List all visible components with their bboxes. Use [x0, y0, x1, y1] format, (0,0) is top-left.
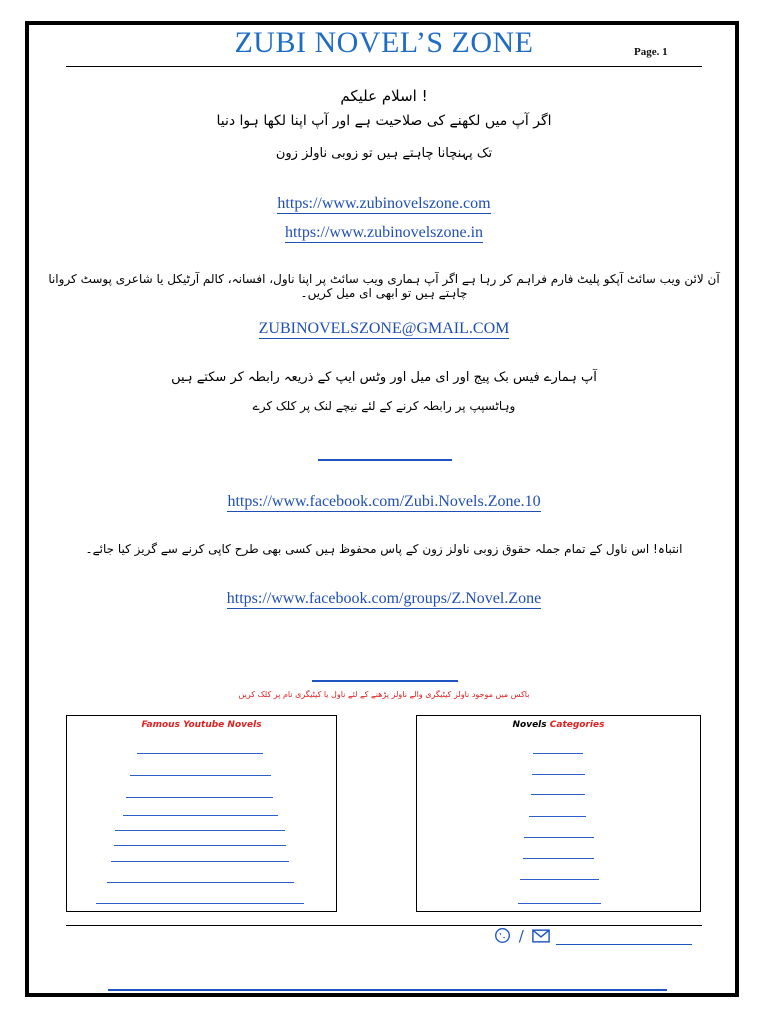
facebook-group-link[interactable]: https://www.facebook.com/groups/Z.Novel.Zone [226, 590, 542, 607]
novel-link-3[interactable] [126, 797, 273, 798]
footer-link-line[interactable] [556, 944, 692, 945]
novel-link-5[interactable] [115, 830, 285, 831]
novel-link-6[interactable] [114, 845, 286, 846]
category-link-6[interactable] [523, 858, 594, 859]
youtube-novels-box [66, 715, 337, 912]
novel-link-2[interactable] [130, 775, 271, 776]
footer-contacts [494, 927, 550, 945]
category-link-8[interactable] [518, 903, 601, 904]
category-link-7[interactable] [520, 879, 599, 880]
categories-note: باکس میں موجود ناولز کیٹیگری والے ناولز پڑھنے کے لئے ناول یا کیٹیگری نام پر کلک کریں [238, 690, 530, 699]
contact-line-2: وہاٹسپپ پر رابطہ کرنے کے لئے نیچے لنک پر کلک کرے [252, 399, 516, 413]
category-link-5[interactable] [524, 837, 594, 838]
email-icon[interactable] [532, 927, 550, 945]
categories-link-line[interactable] [312, 680, 458, 682]
category-link-2[interactable] [532, 774, 585, 775]
novel-link-4[interactable] [123, 815, 278, 816]
site-link-com[interactable]: https://www.zubinovelszone.com [277, 195, 491, 212]
category-link-4[interactable] [529, 816, 586, 817]
site-link-in[interactable]: https://www.zubinovelszone.in [284, 224, 484, 241]
youtube-novels-title: Famous Youtube Novels [141, 720, 262, 730]
footer-divider [66, 925, 702, 926]
header-divider [66, 66, 702, 67]
intro-line-2: تک پہنچانا چاہتے ہیں تو زوبی ناولز زون [275, 146, 493, 161]
category-link-3[interactable] [531, 794, 585, 795]
footer-separator: / [518, 927, 524, 945]
salutation: ! اسلام علیکم [340, 87, 428, 105]
novel-link-8[interactable] [107, 882, 294, 883]
novel-categories-title: Novels Categories [512, 720, 605, 730]
platform-text: آن لائن ویب سائٹ آپکو پلیٹ فارم فراہم کر رہا ہے اگر آپ ہماری ویب سائٹ پر اپنا ناول، افسانہ، کالم آرٹیکل یا شاعری پوسٹ کروانا چاہتے ہیں تو ابھی ای میل کریں۔ [48, 272, 720, 300]
novel-link-7[interactable] [111, 861, 289, 862]
novel-link-9[interactable] [96, 903, 304, 904]
page-number: Page. 1 [634, 46, 668, 58]
whatsapp-link-line[interactable] [318, 459, 452, 461]
whatsapp-icon[interactable] [494, 927, 516, 945]
email-link[interactable]: ZUBINOVELSZONE@GMAIL.COM [258, 320, 510, 337]
facebook-page-link[interactable]: https://www.facebook.com/Zubi.Novels.Zone.10 [227, 493, 541, 510]
category-link-1[interactable] [533, 753, 583, 754]
site-title: ZUBI NOVEL’S ZONE [234, 26, 534, 59]
novel-link-1[interactable] [137, 753, 263, 754]
contact-line-1: آپ ہمارے فیس بک پیج اور ای میل اور وٹس ایپ کے ذریعہ رابطہ کر سکتے ہیں [171, 370, 597, 385]
copyright-warning: انتباہ! اس ناول کے تمام جملہ حقوق زوبی ناولز زون کے پاس محفوظ ہیں کسی بھی طرح کاپی کرنے سے گریز کیا جائے۔ [85, 542, 683, 556]
bottom-link-line[interactable] [108, 989, 667, 991]
intro-line-1: اگر آپ میں لکھنے کی صلاحیت ہے اور آپ اپنا لکھا ہوا دنیا [216, 113, 552, 129]
novel-categories-box [416, 715, 701, 912]
